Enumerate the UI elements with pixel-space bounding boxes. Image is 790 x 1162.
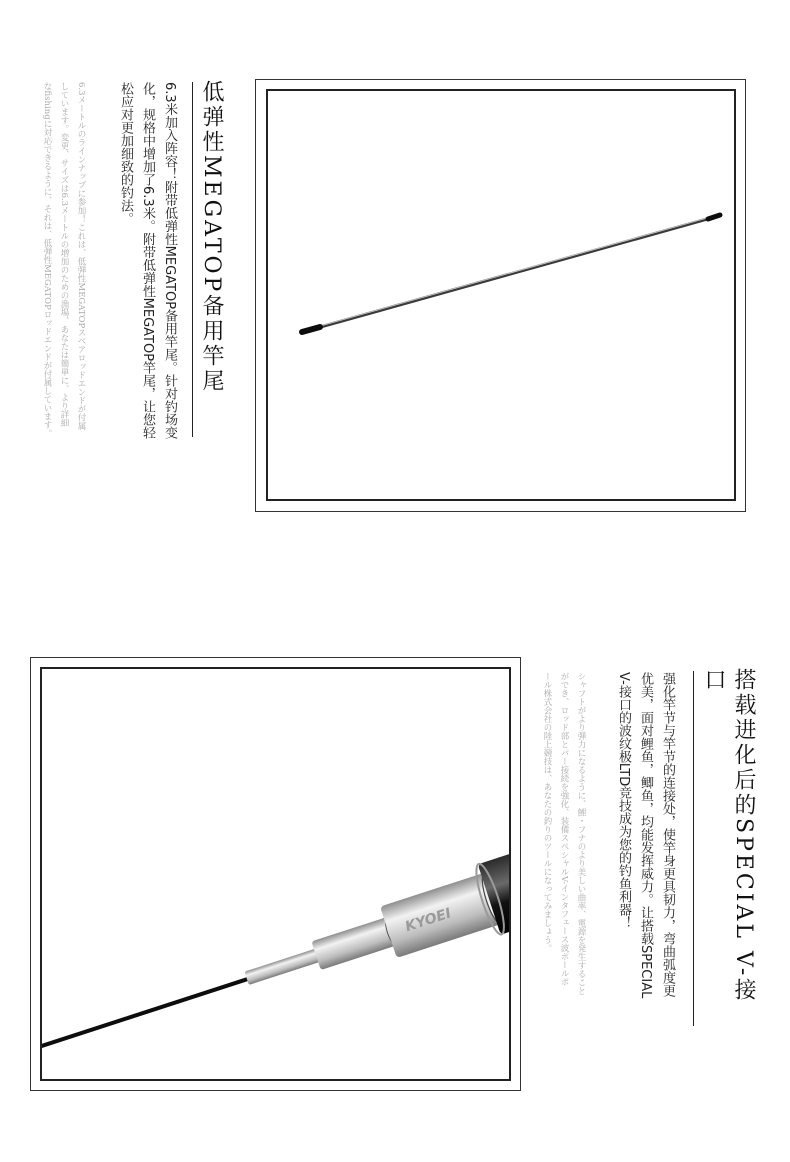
rod-brand-logo: KYOEI xyxy=(403,905,454,936)
section-bottom-body-line: 强化竿节与竿节的连接处，使竿身更具韧力，弯曲弧度更 xyxy=(660,672,675,997)
faint-footer-text xyxy=(40,1104,520,1118)
v-joint-image xyxy=(40,667,511,1081)
japanese-line: 6.3メートルのラインナップに参加！これは、低弾性MEGATOPスペアロッドエンドが付属 xyxy=(76,82,86,431)
section-bottom-body-line: V-接口的波纹极LTD竞技成为您的钓鱼利器！ xyxy=(616,672,631,930)
rod-section-small xyxy=(245,947,325,985)
japanese-line: なfishingに対応できるように、それは、低弾性MEGATOPロッドエンドが付属しています。 xyxy=(42,82,52,438)
japanese-line: しています。変更、サイズは6.3メートルの増加のための漁場、あなたは簡単に、より詳細 xyxy=(59,82,69,428)
section-top-japanese-text xyxy=(38,82,89,502)
section-top-body-line: 6.3米加入阵容！附带低弹性MEGATOP备用竿尾。针对钓场变 xyxy=(162,82,177,440)
japanese-line: ができ、ロッド部とパー接続を強化、装備スペシャルV-インタフェース波ポールポ xyxy=(559,672,569,987)
section-bottom-title: 搭载进化后的SPECIAL V-接口 xyxy=(701,668,756,1004)
rod-section-middle xyxy=(311,917,396,970)
section-bottom-divider xyxy=(693,671,694,1026)
section-top-title: 低弹性MEGATOP备用竿尾 xyxy=(199,80,224,395)
section-top-body xyxy=(114,82,180,502)
section-top-body-line: 化，规格中增加了6.3米。附带低弹性MEGATOP竿尾，让您轻 xyxy=(140,82,155,440)
rod-tip-cap xyxy=(708,215,720,219)
rod-tip-section xyxy=(42,976,252,1051)
section-bottom-body-line: 优美，面对鲤鱼，鲫鱼，均能发挥威力。让搭载SPECIAL xyxy=(638,672,653,999)
section-top-divider xyxy=(192,82,193,437)
japanese-line: シャフトがより弾力になるように、鯉・フナのより美しい曲率、電源を発生すること xyxy=(576,672,586,995)
section-top-body-line: 松应对更加细致的钓法。 xyxy=(118,82,133,225)
section-bottom-japanese-text xyxy=(538,672,589,1092)
v-joint-illustration xyxy=(42,669,509,1079)
japanese-line: ール株式会社の陸上競技は、あなたの釣りのツールになってみましょう。 xyxy=(542,672,552,953)
rod-tail-illustration xyxy=(268,91,734,499)
rod-butt-cap xyxy=(302,327,320,332)
section-bottom-body xyxy=(612,672,678,1092)
rod-tail-image xyxy=(266,89,736,501)
